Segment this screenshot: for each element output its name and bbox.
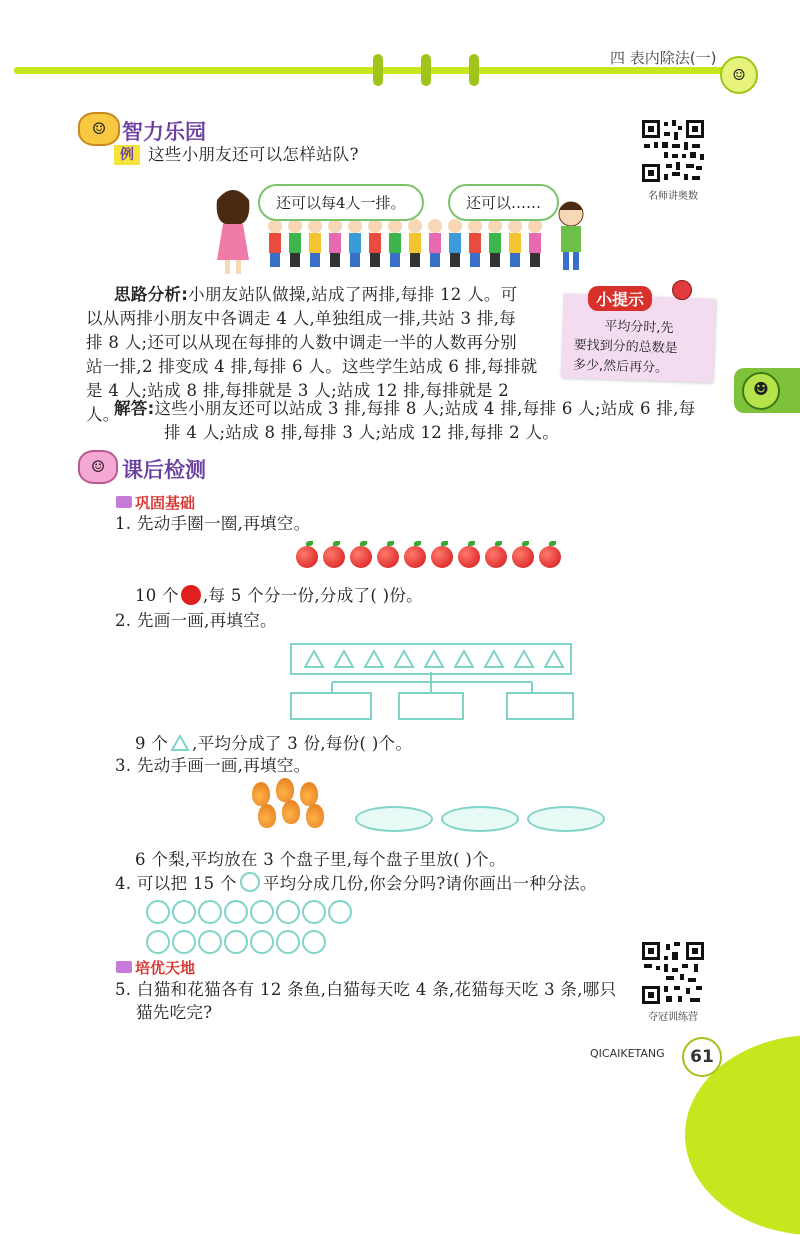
smiley-icon xyxy=(302,900,326,924)
qr-label-top: 名师讲奥数 xyxy=(648,191,698,202)
pear-group xyxy=(252,782,332,842)
triangle-icon xyxy=(515,651,533,667)
smiley-icon xyxy=(146,930,170,954)
header-knob-3 xyxy=(469,54,479,86)
smiley-icon xyxy=(250,930,274,954)
triangle-container xyxy=(290,643,572,675)
q2-fill: 9 个 ,平均分成了 3 份,每份( )个。 xyxy=(135,732,412,759)
header-knob-2 xyxy=(421,54,431,86)
analysis-line-2: 以从两排小朋友中各调走 4 人,单独组成一排,共站 3 排,每 xyxy=(86,309,517,328)
example-text: 这些小朋友还可以怎样站队? xyxy=(148,145,359,164)
plate-icon xyxy=(355,806,433,832)
triangle-icon xyxy=(425,651,443,667)
qr-label-bottom: 夺冠训练营 xyxy=(648,1012,698,1023)
plate-icon xyxy=(441,806,519,832)
header-mascot-icon: ☺ xyxy=(720,56,758,94)
book-icon-advanced xyxy=(116,961,132,973)
tip-line-1: 平均分时,先 xyxy=(604,318,674,337)
smiley-icon xyxy=(240,872,260,892)
apple-row xyxy=(296,544,566,570)
footer-brand: QICAIKETANG xyxy=(590,1047,665,1060)
answer-box-1[interactable] xyxy=(290,692,372,720)
answer-box-2[interactable] xyxy=(398,692,464,720)
pear-icon xyxy=(258,804,276,828)
apple-icon xyxy=(539,546,561,568)
header-knob-1 xyxy=(373,54,383,86)
apple-icon xyxy=(377,546,399,568)
smiley-icon xyxy=(250,900,274,924)
q1-fill: 10 个 ,每 5 个分一份,分成了( )份。 xyxy=(135,586,423,605)
example-tag: 例 xyxy=(114,145,140,165)
q1-title: 1. 先动手圈一圈,再填空。 xyxy=(115,514,311,533)
plate-row xyxy=(355,806,605,832)
book-icon-basic xyxy=(116,496,132,508)
advanced-title: 培优天地 xyxy=(135,959,196,977)
apple-icon xyxy=(350,546,372,568)
smiley-icon xyxy=(224,900,248,924)
smiley-icon xyxy=(276,900,300,924)
tip-line-2: 要找到分的总数是 xyxy=(573,337,678,357)
triangle-icon xyxy=(485,651,503,667)
analysis-line-4: 站一排,2 排变成 4 排,每排 6 人。这些学生站成 6 排,每排就 xyxy=(86,357,538,376)
apple-icon xyxy=(296,546,318,568)
section2-title: 课后检测 xyxy=(122,458,206,482)
pear-icon xyxy=(306,804,324,828)
q3-fill: 6 个梨,平均放在 3 个盘子里,每个盘子里放( )个。 xyxy=(135,850,506,869)
triangle-icon xyxy=(455,651,473,667)
face-grid xyxy=(146,900,356,956)
basic-title: 巩固基础 xyxy=(135,494,196,512)
analysis-line-1: 思路分析:小朋友站队做操,站成了两排,每排 12 人。可 xyxy=(114,285,518,304)
q2-title: 2. 先画一画,再填空。 xyxy=(115,611,277,630)
pear-icon xyxy=(300,782,318,806)
page-number: 61 xyxy=(682,1037,722,1077)
speech-bubble-right: 还可以…… xyxy=(448,184,559,221)
analysis-line-5: 是 4 人;站成 8 排,每排就是 3 人;站成 12 排,每排就是 2 人。 xyxy=(86,381,510,424)
apple-icon xyxy=(431,546,453,568)
smiley-icon xyxy=(198,900,222,924)
speech-bubble-left: 还可以每4人一排。 xyxy=(258,184,424,221)
triangle-icon xyxy=(335,651,353,667)
tip-title: 小提示 xyxy=(588,286,652,311)
triangle-icon xyxy=(305,651,323,667)
smiley-icon xyxy=(328,900,352,924)
q3-title: 3. 先动手画一画,再填空。 xyxy=(115,756,311,775)
tip-line-3: 多少,然后再分。 xyxy=(572,357,669,377)
analysis-label: 思路分析: xyxy=(114,285,189,304)
apple-icon xyxy=(485,546,507,568)
plate-icon xyxy=(527,806,605,832)
smiley-icon xyxy=(224,930,248,954)
answer-paragraph xyxy=(86,397,726,445)
pear-icon xyxy=(252,782,270,806)
answer-label: 解答: xyxy=(114,399,155,418)
q5-line-2: 猫先吃完? xyxy=(136,1003,213,1022)
frog-icon: ☻ xyxy=(742,372,780,410)
pushpin-icon xyxy=(672,280,692,300)
smiley-icon xyxy=(276,930,300,954)
smiley-icon xyxy=(172,930,196,954)
answer-line-2: 排 4 人;站成 8 排,每排 3 人;站成 12 排,每排 2 人。 xyxy=(164,423,560,442)
answer-box-3[interactable] xyxy=(506,692,574,720)
side-tab xyxy=(734,368,800,413)
section1-icon: ☺ xyxy=(78,112,120,146)
smiley-icon xyxy=(302,930,326,954)
pear-icon xyxy=(276,778,294,802)
chapter-title: 四 表内除法(一) xyxy=(610,49,717,67)
triangle-icon xyxy=(395,651,413,667)
apple-icon xyxy=(323,546,345,568)
q5-line-1: 5. 白猫和花猫各有 12 条鱼,白猫每天吃 4 条,花猫每天吃 3 条,哪只 xyxy=(115,980,617,999)
triangle-icon xyxy=(545,651,563,667)
section2-icon: ☺ xyxy=(78,450,118,484)
apple-icon xyxy=(181,585,201,605)
apple-icon xyxy=(458,546,480,568)
smiley-icon xyxy=(146,900,170,924)
apple-icon xyxy=(512,546,534,568)
answer-line-1: 解答:这些小朋友还可以站成 3 排,每排 8 人;站成 4 排,每排 6 人;站成 6 排,每 xyxy=(114,399,696,418)
q4-title: 4. 可以把 15 个 平均分成几份,你会分吗?请你画出一种分法。 xyxy=(115,874,597,893)
section1-title: 智力乐园 xyxy=(122,120,206,144)
analysis-line-3: 排 8 人;还可以从现在每排的人数中调走一半的人数再分别 xyxy=(86,333,517,352)
triangle-icon xyxy=(365,651,383,667)
pear-icon xyxy=(282,800,300,824)
qr-code-bottom[interactable] xyxy=(640,940,706,1006)
apple-icon xyxy=(404,546,426,568)
qr-code-top[interactable] xyxy=(640,118,706,184)
smiley-icon xyxy=(198,930,222,954)
smiley-icon xyxy=(172,900,196,924)
